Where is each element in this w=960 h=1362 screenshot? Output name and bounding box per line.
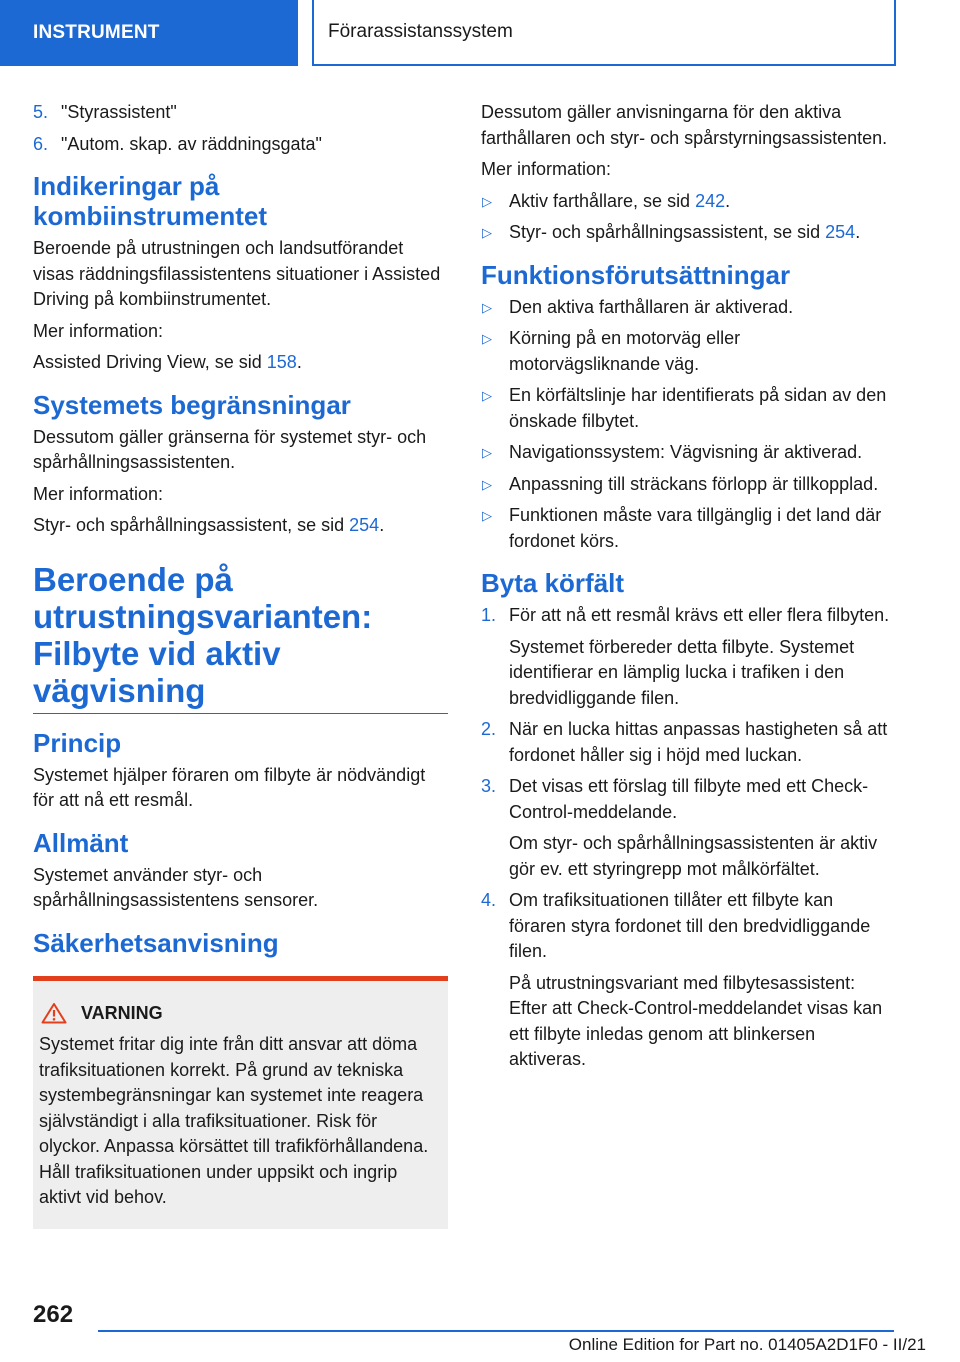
step-detail: Systemet förbereder detta filbyte. Systemet identifierar en lämplig lucka i trafiken i den bredvidliggande filen. (509, 636, 855, 708)
list-item (33, 132, 448, 158)
page-header (0, 0, 960, 66)
section-tab: INSTRUMENT (0, 0, 298, 66)
paragraph: Dessutom gäller anvisningarna för den aktiva farthållaren och styr- och spårstyrningsassistenten. (481, 102, 888, 148)
paragraph: Dessutom gäller gränserna för systemet styr- och spårhållningsassistenten. (33, 426, 427, 472)
triangle-bullet-icon: ▷ (482, 445, 492, 460)
reference-end: . (379, 515, 385, 535)
triangle-bullet-icon: ▷ (482, 299, 492, 315)
paragraph: Beroende på utrustningen och landsutförandet visas räddningsfilassistentens situationer i Assisted Driving på kombiinstrumentet. (33, 238, 441, 309)
step-number: 3. (481, 776, 497, 796)
warning-label: VARNING (81, 1002, 163, 1023)
list-text: Anpassning till sträckans förlopp är tillkopplad. (509, 473, 879, 494)
section-heading: Allmänt (33, 827, 129, 858)
warning-triangle-icon (41, 1002, 71, 1024)
page-number: 262 (33, 1301, 74, 1328)
list-item (481, 440, 893, 466)
footer-divider (98, 1330, 894, 1332)
section-heading: Princip (33, 727, 122, 758)
list-item (481, 295, 893, 321)
step-number: 4. (481, 890, 497, 910)
reference-text: Assisted Driving View, se sid (33, 352, 267, 372)
list-item (481, 189, 893, 215)
paragraph: Mer information: (33, 320, 164, 341)
page-link[interactable]: 242 (695, 190, 726, 211)
step-item (481, 717, 893, 768)
list-number: 6. (33, 133, 49, 154)
paragraph: Systemet använder styr- och spårhållningsassistentens sensorer. (33, 864, 319, 910)
reference-text: Styr- och spårhållningsassistent, se sid (509, 222, 826, 242)
reference-text: Styr- och spårhållningsassistent, se sid (33, 515, 350, 535)
reference-end: . (855, 222, 861, 242)
right-column (481, 100, 893, 1079)
section-heading: Systemets begränsningar (33, 389, 351, 420)
warning-title (39, 1001, 442, 1027)
reference-text: Aktiv farthållare, se sid (509, 190, 696, 211)
list-item (33, 100, 448, 126)
list-text: En körfältslinje har identifierats på sidan av den önskade filbytet. (509, 385, 887, 431)
step-text: När en lucka hittas anpassas hastigheten så att fordonet håller sig i höjd med luckan. (509, 719, 888, 765)
triangle-bullet-icon: ▷ (482, 476, 492, 492)
triangle-bullet-icon: ▷ (482, 225, 492, 240)
reference-end: . (725, 190, 731, 211)
step-number: 1. (481, 605, 497, 625)
step-detail: På utrustningsvariant med filbytesassistent: Efter att Check-Control-meddelandet visas kan ett filbyte inledas genom att blinkersen aktiveras. (509, 972, 883, 1069)
triangle-bullet-icon: ▷ (482, 331, 492, 346)
section-heading: Säkerhetsanvisning (33, 927, 279, 958)
section-heading: Indikeringar på kombiinstrumentet (33, 171, 268, 231)
list-text: Den aktiva farthållaren är aktiverad. (509, 296, 794, 317)
triangle-bullet-icon: ▷ (482, 388, 492, 403)
step-item (481, 774, 893, 825)
list-text: Funktionen måste vara tillgänglig i det land där fordonet körs. (509, 505, 882, 551)
list-item (481, 503, 893, 554)
list-text: Körning på en motorväg eller motorvägsliknande väg. (509, 328, 741, 374)
edition-note: Online Edition for Part no. 01405A2D1F0 - II/21 (568, 1335, 926, 1354)
section-heading: Funktionsförutsättningar (481, 259, 791, 290)
page-link[interactable]: 254 (349, 515, 380, 535)
left-column (33, 100, 448, 1229)
paragraph: Systemet hjälper föraren om filbyte är nödvändigt för att nå ett resmål. (33, 764, 426, 810)
reference (33, 350, 448, 376)
list-text: "Autom. skap. av räddningsgata" (61, 133, 322, 154)
list-item (481, 220, 893, 246)
list-text: Navigationssystem: Vägvisning är aktiverad. (509, 442, 863, 462)
warning-text: Systemet fritar dig inte från ditt ansvar att döma trafiksituationen korrekt. På grund av tekniska systembegränsningar kan systemet inte reagera självständigt i alla trafiksituationer. Risk för olyckor. Anpassa körsättet till trafikförhållandena. Håll trafiksituationen under uppsikt och ingrip aktivt vid behov. (39, 1034, 429, 1207)
list-item (481, 326, 893, 377)
step-text: För att nå ett resmål krävs ett eller flera filbyten. (509, 605, 890, 625)
topic-tab: Förarassistanssystem (312, 0, 896, 66)
step-detail: Om styr- och spårhållningsassistenten är aktiv gör ev. ett styringrepp mot målkörfältet. (509, 833, 878, 879)
step-item (481, 888, 893, 965)
list-number: 5. (33, 102, 49, 122)
list-text: "Styrassistent" (61, 102, 177, 122)
paragraph: Mer information: (481, 159, 612, 179)
reference (33, 513, 448, 539)
step-number: 2. (481, 719, 497, 739)
page-link[interactable]: 254 (825, 222, 856, 242)
triangle-bullet-icon: ▷ (482, 193, 492, 209)
step-text: Det visas ett förslag till filbyte med ett Check-Control-meddelande. (509, 776, 869, 822)
section-heading: Byta körfält (481, 568, 625, 598)
warning-box (33, 976, 448, 1229)
list-item (481, 383, 893, 434)
list-item (481, 472, 893, 498)
page-link[interactable]: 158 (266, 352, 297, 372)
step-item (481, 603, 893, 629)
paragraph: Mer information: (33, 483, 164, 504)
triangle-bullet-icon: ▷ (482, 508, 492, 523)
reference-end: . (296, 352, 302, 372)
step-text: Om trafiksituationen tillåter ett filbyte kan föraren styra fordonet till den bredvidliggande filen. (509, 890, 871, 961)
chapter-title: Beroende på utrustningsvarianten: Filbyte vid aktiv vägvisning (33, 561, 448, 714)
